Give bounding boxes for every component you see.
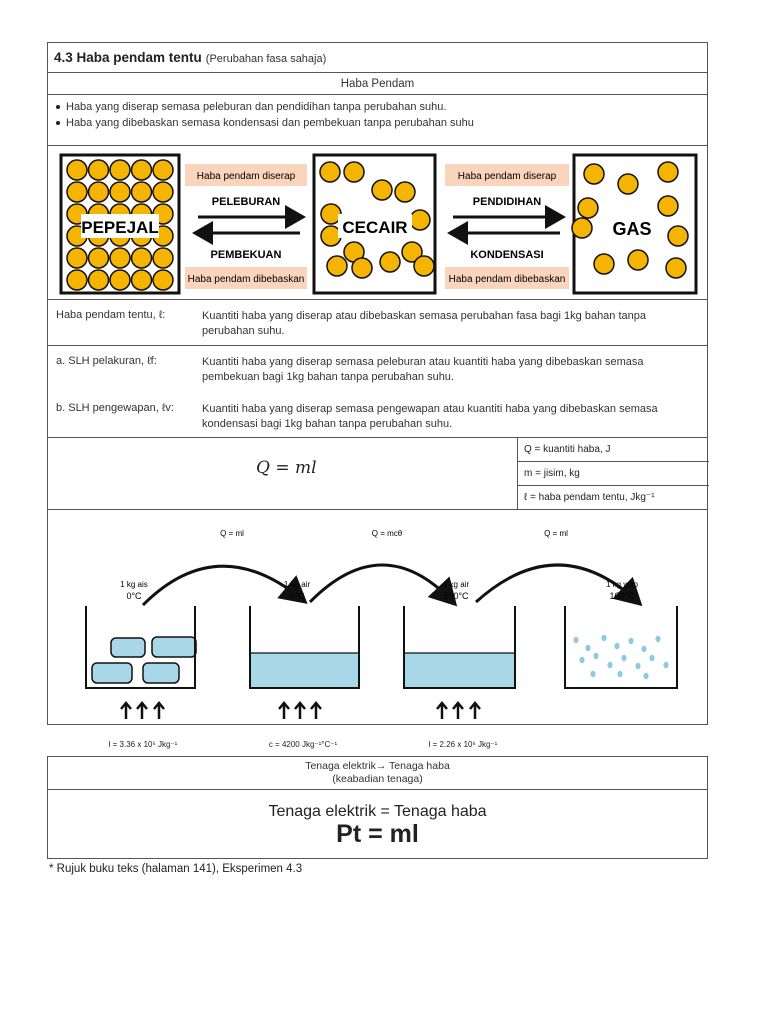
condensation-label: KONDENSASI [470, 249, 544, 261]
legend-item: ℓ = haba pendam tentu, Jkg⁻¹ [524, 492, 655, 503]
definition-text: Kuantiti haba yang diserap atau dibebaskan semasa perubahan fasa bagi 1kg bahan tanpa perubahan suhu. [202, 310, 647, 337]
latent-heat-formula: Q = ml [256, 458, 317, 478]
particle [352, 258, 372, 278]
svg-text:Haba pendam dibebaskan: Haba pendam dibebaskan [187, 274, 305, 285]
constant-label: l = 3.36 x 10⁵ Jkg⁻¹ [108, 740, 178, 749]
particle [658, 196, 678, 216]
particle [132, 248, 152, 268]
heating-process-svg [48, 510, 707, 724]
steam-dot [601, 635, 606, 641]
particle [153, 160, 173, 180]
steam-dot [643, 673, 648, 679]
steam-dot [579, 657, 584, 663]
particle [594, 254, 614, 274]
steam-dot [635, 663, 640, 669]
particle [110, 160, 130, 180]
particle [110, 182, 130, 202]
particle [320, 162, 340, 182]
particle [89, 160, 109, 180]
energy-line2: (keabadian tenaga) [332, 773, 423, 785]
steam-dot [641, 646, 646, 652]
heating-process-diagram [48, 510, 707, 749]
particle [414, 256, 434, 276]
definition-row [48, 300, 707, 346]
arrow-label: Q = mcθ [371, 529, 403, 538]
bullet-item: Haba yang dibebaskan semasa kondensasi dan pembekuan tanpa perubahan suhu [56, 117, 474, 129]
particle [658, 162, 678, 182]
legend-item: m = jisim, kg [518, 462, 709, 486]
gas-label: GAS [612, 219, 652, 239]
state-name: 1 kg wap [605, 580, 639, 589]
particle [395, 182, 415, 202]
particle [67, 248, 87, 268]
curve-arrow [310, 565, 453, 602]
particle [89, 270, 109, 290]
particle [668, 226, 688, 246]
bullet-list [48, 95, 707, 146]
svg-text:Haba pendam dibebaskan: Haba pendam dibebaskan [448, 274, 566, 285]
steam-dot [593, 653, 598, 659]
section-title: 4.3 Haba pendam tentu (Perubahan fasa sahaja) [54, 50, 327, 65]
water-container-100c [404, 606, 515, 688]
steam-dot [614, 643, 619, 649]
particle [132, 182, 152, 202]
steam-dot [649, 655, 654, 661]
particle [410, 210, 430, 230]
steam-dot [655, 636, 660, 642]
steam-dot [663, 662, 668, 668]
definition-text: Kuantiti haba yang diserap semasa pengewapan atau kuantiti haba yang dibebaskan semasa kondensasi bagi 1kg bahan tanpa perubahan suhu. [202, 403, 658, 430]
liquid-label: CECAIR [342, 218, 408, 237]
steam-dot [607, 662, 612, 668]
particle [153, 248, 173, 268]
electric-energy-box [47, 756, 708, 859]
particle [344, 162, 364, 182]
section-heading: Haba Pendam [48, 73, 707, 95]
boiling-label: PENDIDIHAN [472, 196, 542, 208]
particle [572, 218, 592, 238]
particle [67, 160, 87, 180]
arrow-label: Q = ml [544, 529, 568, 538]
definition-text: Kuantiti haba yang diserap semasa peleburan atau kuantiti haba yang dibebaskan semasa pembekuan bagi 1kg bahan tanpa perubahan suhu. [202, 356, 644, 383]
section-title-row [48, 43, 707, 73]
heat-arrows [121, 703, 480, 719]
equation-row [48, 438, 707, 510]
particle [578, 198, 598, 218]
equation-legend [517, 438, 709, 510]
phase-change-svg [48, 146, 707, 299]
particle [380, 252, 400, 272]
particle [132, 270, 152, 290]
definition-subtypes-row [48, 346, 707, 438]
particle [153, 182, 173, 202]
steam-dot [617, 671, 622, 677]
latent-heat-section [47, 42, 708, 749]
steam-dot [585, 645, 590, 651]
state-temp: 0°C [126, 591, 142, 601]
footnote: * Rujuk buku teks (halaman 141), Eksperimen 4.3 [49, 863, 303, 875]
particle [666, 258, 686, 278]
arrow-label: Q = ml [220, 529, 244, 538]
power-equation: Pt = ml [336, 820, 419, 848]
particle [67, 270, 87, 290]
state-temp: 100°C [443, 591, 469, 601]
particle [110, 248, 130, 268]
particle [89, 182, 109, 202]
section-subtitle: (Perubahan fasa sahaja) [205, 53, 327, 65]
state-temp: 100°C [609, 591, 635, 601]
particle [110, 270, 130, 290]
state-name: 1 kg air [283, 580, 311, 589]
definition-label: a. SLH pelakuran, ℓf: [56, 355, 157, 367]
energy-line1: Tenaga elektrik→ Tenaga haba [305, 760, 450, 772]
svg-text:Haba pendam diserap: Haba pendam diserap [457, 171, 557, 182]
particle [153, 270, 173, 290]
particle [89, 248, 109, 268]
definition-label: b. SLH pengewapan, ℓv: [56, 402, 174, 414]
constant-label: l = 2.26 x 10⁶ Jkg⁻¹ [428, 740, 498, 749]
particle [327, 256, 347, 276]
steam-dot [573, 637, 578, 643]
steam-container [565, 606, 677, 688]
curve-arrow [143, 566, 303, 605]
particle [628, 250, 648, 270]
solid-label: PEPEJAL [81, 218, 159, 237]
state-temp: 0°C [289, 591, 305, 601]
particle [584, 164, 604, 184]
definition-label: Haba pendam tentu, ℓ: [56, 309, 166, 321]
svg-text:Haba pendam diserap: Haba pendam diserap [196, 171, 296, 182]
state-name: 1 kg air [442, 580, 470, 589]
constant-label: c = 4200 Jkg⁻¹°C⁻¹ [268, 740, 338, 749]
steam-dot [628, 638, 633, 644]
particle [372, 180, 392, 200]
particle [132, 160, 152, 180]
energy-equation: Tenaga elektrik = Tenaga haba [268, 803, 487, 820]
steam-dot [621, 655, 626, 661]
energy-conversion-header [48, 757, 707, 790]
ice-container [86, 606, 196, 688]
bullet-item: Haba yang diserap semasa peleburan dan pendidihan tanpa perubahan suhu. [56, 101, 446, 113]
water-container-0c [250, 606, 359, 688]
phase-change-diagram [48, 146, 707, 300]
particle [67, 182, 87, 202]
particle [618, 174, 638, 194]
steam-dot [590, 671, 595, 677]
state-name: 1 kg ais [120, 580, 148, 589]
freezing-label: PEMBEKUAN [210, 249, 282, 261]
melting-label: PELEBURAN [211, 196, 281, 208]
legend-item: Q = kuantiti haba, J [518, 438, 709, 462]
